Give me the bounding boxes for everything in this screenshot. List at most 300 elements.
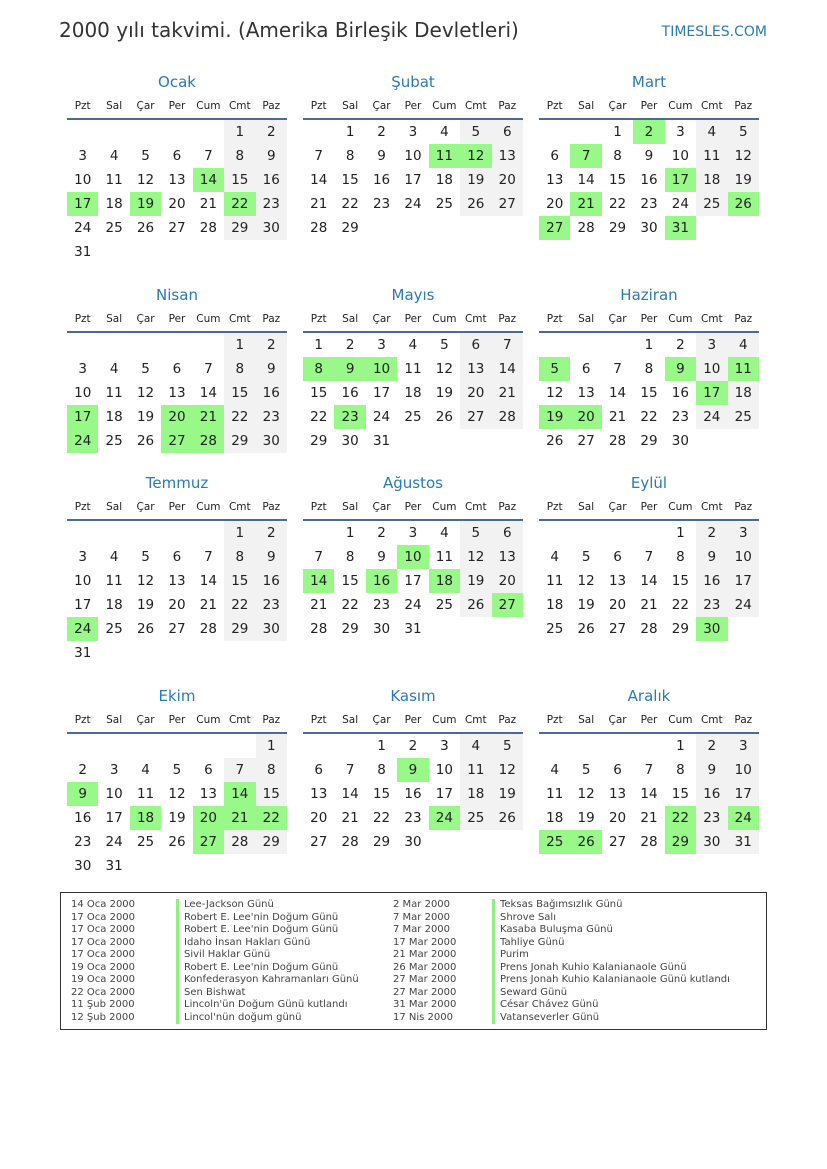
day-cell: 12 xyxy=(136,385,155,401)
day-cell: 31 xyxy=(74,645,92,661)
day-cell: 6 xyxy=(613,762,622,778)
holiday-date: 17 Oca 2000 xyxy=(71,949,136,960)
holiday-date: 17 Oca 2000 xyxy=(71,936,136,948)
empty-cell xyxy=(633,521,664,545)
day-cell: 13 xyxy=(310,786,328,802)
day-cell: 26 xyxy=(136,433,155,449)
day-grid xyxy=(67,120,287,264)
day-cell: 10 xyxy=(435,762,453,778)
day-cell: 5 xyxy=(581,762,591,778)
weekday-label: Cmt xyxy=(700,313,723,325)
day-cell: 3 xyxy=(78,361,87,377)
day-cell: 27 xyxy=(168,220,186,236)
weekday-label: Çar xyxy=(608,501,627,513)
holiday-day-cell: 14 xyxy=(303,569,334,593)
day-cell: 30 xyxy=(696,830,727,854)
day-cell: 16 xyxy=(640,172,658,188)
holiday-date: 19 Oca 2000 xyxy=(71,974,136,985)
day-cell: 10 xyxy=(74,385,92,401)
day-cell: 21 xyxy=(310,597,328,613)
day-grid xyxy=(67,734,287,878)
day-cell: 31 xyxy=(74,244,92,260)
day-cell: 15 xyxy=(372,786,391,802)
day-cell: 10 xyxy=(696,357,727,381)
weekday-label: Per xyxy=(640,714,658,726)
weekday-label: Per xyxy=(404,313,422,325)
day-cell: 13 xyxy=(608,573,627,589)
weekday-label: Pzt xyxy=(74,100,91,112)
day-cell: 13 xyxy=(168,172,186,188)
day-cell: 31 xyxy=(728,830,759,854)
day-cell: 6 xyxy=(492,521,523,545)
day-cell: 4 xyxy=(440,525,449,541)
day-cell: 30 xyxy=(640,220,658,236)
day-cell: 24 xyxy=(372,409,391,425)
day-cell: 3 xyxy=(728,521,759,545)
day-cell: 15 xyxy=(256,782,287,806)
weekday-label: Paz xyxy=(262,501,281,513)
weekday-label: Cmt xyxy=(464,501,487,513)
day-cell: 27 xyxy=(168,621,186,637)
weekday-label: Sal xyxy=(342,100,359,112)
day-cell: 4 xyxy=(440,124,449,140)
day-cell: 28 xyxy=(199,220,217,236)
day-cell: 10 xyxy=(728,758,759,782)
holiday-day-cell: 27 xyxy=(539,216,570,240)
day-cell: 11 xyxy=(546,786,564,802)
day-cell: 9 xyxy=(256,144,287,168)
weekday-label: Cmt xyxy=(464,313,487,325)
day-cell: 5 xyxy=(492,734,523,758)
month-7 xyxy=(67,471,287,665)
day-cell: 20 xyxy=(168,196,186,212)
holiday-date: 31 Mar 2000 xyxy=(393,999,457,1010)
month-8 xyxy=(303,471,523,641)
day-cell: 28 xyxy=(341,834,359,850)
month-9 xyxy=(539,471,759,641)
weekday-label: Pzt xyxy=(310,313,327,325)
month-12 xyxy=(539,684,759,854)
empty-cell xyxy=(130,120,161,144)
day-cell: 18 xyxy=(460,782,491,806)
holiday-date: 26 Mar 2000 xyxy=(393,961,457,973)
day-cell: 6 xyxy=(172,549,182,565)
weekday-label: Cmt xyxy=(228,714,251,726)
brand-link[interactable]: TIMESLES.COM xyxy=(661,24,767,40)
holiday-name: Sen Bishwat xyxy=(176,987,245,1000)
holiday-name: Robert E. Lee'nin Doğum Günü xyxy=(176,962,338,975)
holiday-name: Purim xyxy=(492,949,529,962)
day-cell: 1 xyxy=(644,337,654,353)
empty-cell xyxy=(161,521,192,545)
holiday-day-cell: 14 xyxy=(193,168,224,192)
day-cell: 23 xyxy=(640,196,658,212)
weekday-label: Cmt xyxy=(464,714,487,726)
day-cell: 22 xyxy=(372,810,391,826)
day-cell: 9 xyxy=(377,148,386,164)
weekday-label: Cum xyxy=(432,100,457,112)
weekday-header xyxy=(303,94,523,120)
weekday-label: Cum xyxy=(196,714,221,726)
weekday-label: Çar xyxy=(136,100,155,112)
day-cell: 8 xyxy=(676,549,685,565)
day-cell: 3 xyxy=(728,734,759,758)
weekday-label: Sal xyxy=(342,714,359,726)
day-cell: 19 xyxy=(168,810,186,826)
holiday-day-cell: 17 xyxy=(665,168,696,192)
weekday-header xyxy=(303,495,523,521)
day-grid xyxy=(539,333,759,453)
weekday-label: Per xyxy=(640,313,658,325)
month-name: Haziran xyxy=(620,286,678,304)
weekday-label: Cum xyxy=(196,501,221,513)
day-cell: 19 xyxy=(460,168,491,192)
day-cell: 19 xyxy=(577,810,595,826)
day-cell: 25 xyxy=(404,409,422,425)
weekday-label: Pzt xyxy=(546,501,563,513)
holiday-day-cell: 21 xyxy=(570,192,601,216)
empty-cell xyxy=(98,120,129,144)
day-cell: 2 xyxy=(256,521,287,545)
day-cell: 2 xyxy=(377,124,386,140)
day-cell: 13 xyxy=(168,385,186,401)
holiday-day-cell: 21 xyxy=(224,806,255,830)
holiday-name: Idaho İnsan Hakları Günü xyxy=(176,937,310,950)
day-cell: 5 xyxy=(581,549,591,565)
day-cell: 26 xyxy=(136,621,155,637)
holiday-name: Sivil Haklar Günü xyxy=(176,949,270,962)
day-cell: 15 xyxy=(310,385,328,401)
weekday-header xyxy=(67,495,287,521)
empty-cell xyxy=(602,734,633,758)
day-cell: 9 xyxy=(644,148,654,164)
weekday-label: Cum xyxy=(668,501,693,513)
holiday-date: 17 Oca 2000 xyxy=(71,911,136,923)
weekday-label: Sal xyxy=(106,714,123,726)
weekday-label: Sal xyxy=(106,313,123,325)
month-name: Eylül xyxy=(630,474,668,492)
day-cell: 13 xyxy=(577,385,595,401)
day-cell: 31 xyxy=(105,858,123,874)
day-cell: 29 xyxy=(224,617,255,641)
day-cell: 18 xyxy=(105,597,123,613)
day-cell: 20 xyxy=(310,810,328,826)
weekday-label: Paz xyxy=(498,501,517,513)
day-cell: 19 xyxy=(136,409,155,425)
day-cell: 23 xyxy=(256,593,287,617)
day-cell: 31 xyxy=(372,433,391,449)
holiday-day-cell: 9 xyxy=(397,758,428,782)
day-cell: 17 xyxy=(372,385,391,401)
day-cell: 29 xyxy=(372,834,391,850)
day-cell: 21 xyxy=(608,409,627,425)
day-cell: 8 xyxy=(613,148,622,164)
day-cell: 27 xyxy=(492,192,523,216)
holiday-name: Lee-Jackson Günü xyxy=(176,899,274,912)
holiday-day-cell: 22 xyxy=(256,806,287,830)
day-cell: 20 xyxy=(608,597,627,613)
day-grid xyxy=(67,333,287,453)
day-cell: 13 xyxy=(492,144,523,168)
weekday-label: Cum xyxy=(668,100,693,112)
day-cell: 26 xyxy=(136,220,155,236)
holiday-name: Seward Günü xyxy=(492,987,567,1000)
holiday-day-cell: 27 xyxy=(193,830,224,854)
day-cell: 3 xyxy=(408,124,418,140)
day-cell: 10 xyxy=(105,786,123,802)
day-cell: 21 xyxy=(199,597,217,613)
day-cell: 20 xyxy=(546,196,564,212)
day-cell: 8 xyxy=(224,144,255,168)
day-cell: 23 xyxy=(696,593,727,617)
day-cell: 23 xyxy=(671,409,689,425)
day-cell: 29 xyxy=(640,433,658,449)
holiday-date: 17 Mar 2000 xyxy=(393,936,457,948)
holiday-day-cell: 9 xyxy=(665,357,696,381)
day-cell: 5 xyxy=(440,337,449,353)
empty-cell xyxy=(633,734,664,758)
empty-cell xyxy=(130,521,161,545)
day-cell: 26 xyxy=(460,192,491,216)
weekday-label: Sal xyxy=(578,714,595,726)
day-grid xyxy=(539,120,759,240)
empty-cell xyxy=(161,333,192,357)
weekday-header xyxy=(539,708,759,734)
day-cell: 14 xyxy=(492,357,523,381)
day-cell: 8 xyxy=(377,762,386,778)
day-cell: 4 xyxy=(696,120,727,144)
day-cell: 2 xyxy=(256,120,287,144)
day-cell: 16 xyxy=(256,381,287,405)
holiday-day-cell: 24 xyxy=(67,429,98,453)
month-1 xyxy=(67,70,287,264)
day-cell: 14 xyxy=(608,385,627,401)
weekday-header xyxy=(67,307,287,333)
day-cell: 27 xyxy=(310,834,328,850)
day-cell: 25 xyxy=(435,597,453,613)
day-cell: 7 xyxy=(204,148,213,164)
day-cell: 16 xyxy=(74,810,92,826)
holiday-day-cell: 7 xyxy=(570,144,601,168)
day-cell: 6 xyxy=(204,762,213,778)
day-cell: 2 xyxy=(676,337,685,353)
day-cell: 4 xyxy=(550,762,559,778)
holiday-day-cell: 10 xyxy=(366,357,397,381)
day-cell: 4 xyxy=(109,361,119,377)
holiday-day-cell: 9 xyxy=(334,357,365,381)
day-cell: 19 xyxy=(728,168,759,192)
weekday-header xyxy=(539,307,759,333)
day-cell: 9 xyxy=(256,545,287,569)
weekday-label: Paz xyxy=(262,714,281,726)
day-cell: 26 xyxy=(460,593,491,617)
day-cell: 23 xyxy=(404,810,422,826)
day-cell: 2 xyxy=(408,738,418,754)
day-cell: 24 xyxy=(696,405,727,429)
day-cell: 14 xyxy=(310,172,328,188)
holiday-name: Robert E. Lee'nin Doğum Günü xyxy=(176,912,338,925)
day-cell: 19 xyxy=(577,597,595,613)
day-cell: 23 xyxy=(372,597,391,613)
day-cell: 17 xyxy=(435,786,453,802)
day-cell: 2 xyxy=(696,734,727,758)
day-cell: 16 xyxy=(671,385,689,401)
day-cell: 11 xyxy=(460,758,491,782)
day-cell: 27 xyxy=(460,405,491,429)
day-cell: 26 xyxy=(546,433,564,449)
day-cell: 24 xyxy=(404,597,422,613)
day-cell: 21 xyxy=(640,597,658,613)
day-cell: 7 xyxy=(204,361,213,377)
weekday-label: Cmt xyxy=(464,100,487,112)
holiday-date: 19 Oca 2000 xyxy=(71,961,136,973)
holiday-day-cell: 31 xyxy=(665,216,696,240)
day-cell: 17 xyxy=(728,569,759,593)
day-grid xyxy=(539,521,759,641)
holiday-date: 17 Oca 2000 xyxy=(71,924,136,935)
day-cell: 13 xyxy=(199,786,217,802)
day-cell: 17 xyxy=(404,172,422,188)
weekday-label: Cmt xyxy=(700,100,723,112)
day-cell: 8 xyxy=(644,361,654,377)
day-cell: 21 xyxy=(341,810,359,826)
day-cell: 7 xyxy=(314,148,323,164)
weekday-label: Pzt xyxy=(310,714,327,726)
day-cell: 22 xyxy=(224,593,255,617)
day-cell: 24 xyxy=(671,196,689,212)
day-cell: 18 xyxy=(105,196,123,212)
weekday-header xyxy=(67,708,287,734)
weekday-label: Per xyxy=(640,100,658,112)
day-cell: 13 xyxy=(460,357,491,381)
weekday-label: Çar xyxy=(136,714,155,726)
day-cell: 6 xyxy=(581,361,591,377)
day-cell: 13 xyxy=(546,172,564,188)
weekday-label: Paz xyxy=(262,313,281,325)
day-cell: 12 xyxy=(577,786,595,802)
weekday-label: Paz xyxy=(498,714,517,726)
holiday-date: 22 Oca 2000 xyxy=(71,986,136,998)
day-cell: 4 xyxy=(408,337,418,353)
day-cell: 12 xyxy=(460,545,491,569)
day-cell: 25 xyxy=(460,806,491,830)
day-cell: 10 xyxy=(728,545,759,569)
weekday-label: Pzt xyxy=(310,100,327,112)
day-cell: 22 xyxy=(671,597,689,613)
holiday-day-cell: 29 xyxy=(665,830,696,854)
day-cell: 29 xyxy=(224,216,255,240)
holiday-day-cell: 26 xyxy=(570,830,601,854)
day-cell: 7 xyxy=(644,762,654,778)
weekday-label: Paz xyxy=(734,714,753,726)
day-cell: 17 xyxy=(404,573,422,589)
day-cell: 29 xyxy=(341,621,359,637)
weekday-header xyxy=(303,708,523,734)
holiday-day-cell: 11 xyxy=(728,357,759,381)
day-cell: 12 xyxy=(728,144,759,168)
day-cell: 9 xyxy=(377,549,386,565)
holiday-date: 7 Mar 2000 xyxy=(393,924,451,935)
day-cell: 30 xyxy=(404,834,422,850)
day-cell: 15 xyxy=(608,172,627,188)
holiday-day-cell: 14 xyxy=(224,782,255,806)
day-cell: 17 xyxy=(74,597,92,613)
day-grid xyxy=(303,734,523,854)
empty-cell xyxy=(539,333,570,357)
day-cell: 18 xyxy=(546,810,564,826)
day-cell: 14 xyxy=(199,385,217,401)
day-cell: 10 xyxy=(74,172,92,188)
holiday-day-cell: 10 xyxy=(397,545,428,569)
holiday-name: Teksas Bağımsızlık Günü xyxy=(492,899,622,912)
month-5 xyxy=(303,283,523,453)
day-cell: 7 xyxy=(492,333,523,357)
day-cell: 1 xyxy=(676,525,685,541)
day-cell: 16 xyxy=(696,569,727,593)
day-cell: 18 xyxy=(105,409,123,425)
day-cell: 3 xyxy=(377,337,386,353)
holiday-date: 2 Mar 2000 xyxy=(393,899,451,910)
day-cell: 5 xyxy=(172,762,182,778)
weekday-label: Per xyxy=(168,714,186,726)
weekday-label: Paz xyxy=(734,501,753,513)
holiday-day-cell: 8 xyxy=(303,357,334,381)
holiday-date: 27 Mar 2000 xyxy=(393,974,457,985)
day-cell: 6 xyxy=(172,361,182,377)
day-cell: 28 xyxy=(640,621,658,637)
holiday-date: 17 Nis 2000 xyxy=(393,1011,453,1023)
weekday-label: Per xyxy=(640,501,658,513)
day-cell: 23 xyxy=(696,806,727,830)
day-cell: 6 xyxy=(172,148,182,164)
holiday-date: 7 Mar 2000 xyxy=(393,911,451,923)
day-cell: 17 xyxy=(105,810,123,826)
empty-cell xyxy=(570,333,601,357)
holiday-date: 11 Şub 2000 xyxy=(71,999,135,1010)
weekday-label: Cum xyxy=(432,501,457,513)
holiday-date: 21 Mar 2000 xyxy=(393,949,457,960)
month-name: Mayıs xyxy=(391,286,435,304)
weekday-label: Sal xyxy=(342,501,359,513)
day-cell: 8 xyxy=(345,549,355,565)
day-cell: 6 xyxy=(314,762,323,778)
empty-cell xyxy=(161,120,192,144)
day-cell: 1 xyxy=(224,521,255,545)
day-cell: 6 xyxy=(460,333,491,357)
day-grid xyxy=(67,521,287,665)
day-cell: 20 xyxy=(492,168,523,192)
day-cell: 11 xyxy=(696,144,727,168)
holiday-day-cell: 17 xyxy=(696,381,727,405)
month-name: Nisan xyxy=(156,286,198,304)
weekday-header xyxy=(539,94,759,120)
weekday-header xyxy=(539,495,759,521)
weekday-label: Paz xyxy=(734,100,753,112)
day-cell: 1 xyxy=(224,120,255,144)
day-cell: 3 xyxy=(676,124,685,140)
day-cell: 5 xyxy=(141,549,150,565)
month-name: Temmuz xyxy=(145,474,209,492)
day-cell: 25 xyxy=(136,834,155,850)
holiday-day-cell: 17 xyxy=(67,405,98,429)
holiday-day-cell: 21 xyxy=(193,405,224,429)
holiday-name: Lincol'nün doğum günü xyxy=(176,1012,301,1025)
day-cell: 19 xyxy=(435,385,453,401)
day-cell: 16 xyxy=(256,168,287,192)
day-cell: 12 xyxy=(435,361,453,377)
holiday-day-cell: 24 xyxy=(429,806,460,830)
day-cell: 4 xyxy=(728,333,759,357)
